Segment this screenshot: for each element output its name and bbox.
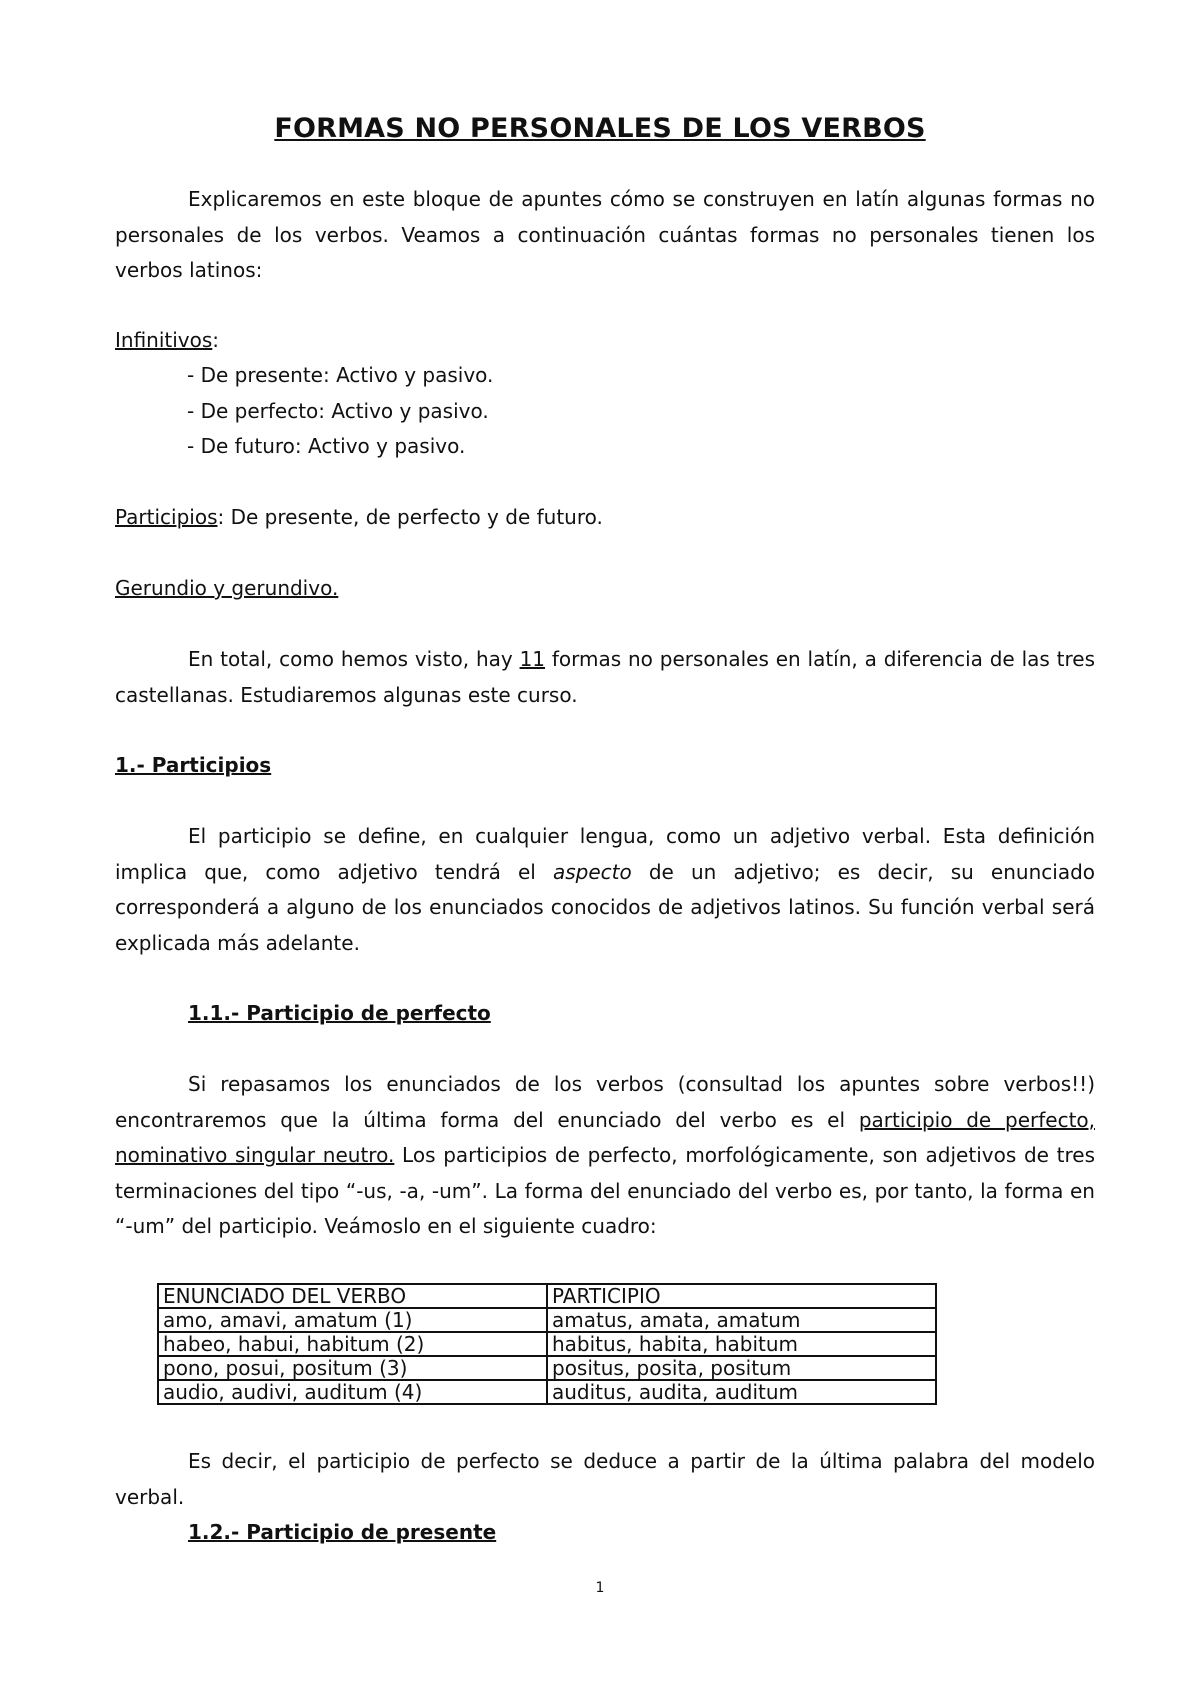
section-1-1-paragraph (115, 1067, 1095, 1245)
table-cell: amatus, amata, amatum (547, 1308, 936, 1332)
section-1-2-heading: 1.2.- Participio de presente (188, 1520, 497, 1544)
table-header-row (158, 1284, 936, 1308)
s1-after: de un adjetivo; es decir, su enunciado corresponderá a alguno de los enunciados conocidos de adjetivos latinos. Su función verbal será explicada más adelante. (115, 859, 1096, 955)
table-cell: habeo, habui, habitum (2) (158, 1332, 547, 1356)
infinitivos-label: Infinitivos (115, 328, 213, 352)
infinitivos-colon: : (212, 328, 220, 352)
page-title: FORMAS NO PERSONALES DE LOS VERBOS (274, 113, 926, 144)
section-1-1-heading: 1.1.- Participio de perfecto (188, 1001, 491, 1025)
s1-before: El participio se define, en cualquier lengua, como un adjetivo verbal. Esta definición implica que, como adjetivo tendrá el (115, 824, 1095, 884)
participios-rest: : De presente, de perfecto y de futuro. (217, 505, 603, 529)
s11-underlined: participio de perfecto, nominativo singular neutro. (115, 1107, 1095, 1167)
table-cell: pono, posui, positum (3) (158, 1356, 547, 1380)
infinitivo-item: - De perfecto: Activo y pasivo. (187, 399, 489, 423)
table-row (158, 1380, 936, 1404)
infinitivos-heading (115, 323, 1095, 359)
total-after: formas no personales en latín, a diferencia de las tres castellanas. Estudiaremos algunas este curso. (115, 647, 1095, 707)
conclusion-paragraph: Es decir, el participio de perfecto se deduce a partir de la última palabra del modelo verbal. (115, 1449, 1095, 1509)
table-row (158, 1308, 936, 1332)
s1-italic: aspecto (552, 859, 632, 884)
total-paragraph (115, 642, 1095, 713)
page-number: 1 (595, 1580, 605, 1596)
participios-label: Participios (115, 505, 218, 529)
table-row (158, 1332, 936, 1356)
intro-paragraph: Explicaremos en este bloque de apuntes cómo se construyen en latín algunas formas no personales de los verbos. Veamos a continuación cuántas formas no personales tienen los verbos latinos: (115, 187, 1095, 282)
infinitivo-item: - De presente: Activo y pasivo. (187, 363, 494, 387)
section-1-heading: 1.- Participios (115, 753, 272, 777)
table-cell: amo, amavi, amatum (1) (158, 1308, 547, 1332)
gerundio-line (115, 571, 1095, 607)
s11-before: Si repasamos los enunciados de los verbos (consultad los apuntes sobre verbos!!) encontraremos que la última forma del enunciado del verbo es el (115, 1072, 1095, 1132)
section-1-paragraph (115, 819, 1095, 961)
total-number: 11 (519, 647, 546, 671)
table-header-cell: PARTICIPIO (547, 1284, 936, 1308)
table-cell: auditus, audita, auditum (547, 1380, 936, 1404)
table-header-cell: ENUNCIADO DEL VERBO (158, 1284, 547, 1308)
table-cell: positus, posita, positum (547, 1356, 936, 1380)
participle-table (157, 1283, 937, 1405)
table-cell: habitus, habita, habitum (547, 1332, 936, 1356)
total-before: En total, como hemos visto, hay (188, 647, 520, 671)
gerundio-label: Gerundio y gerundivo. (115, 576, 339, 600)
table-cell: audio, audivi, auditum (4) (158, 1380, 547, 1404)
participios-line (115, 500, 1095, 536)
infinitivo-item: - De futuro: Activo y pasivo. (187, 434, 466, 458)
s11-after: Los participios de perfecto, morfológicamente, son adjetivos de tres terminaciones del tipo “-us, -a, -um”. La forma del enunciado del verbo es, por tanto, la forma en “-um” del participio. Veámoslo en el siguiente cuadro: (115, 1143, 1095, 1238)
table-row (158, 1356, 936, 1380)
